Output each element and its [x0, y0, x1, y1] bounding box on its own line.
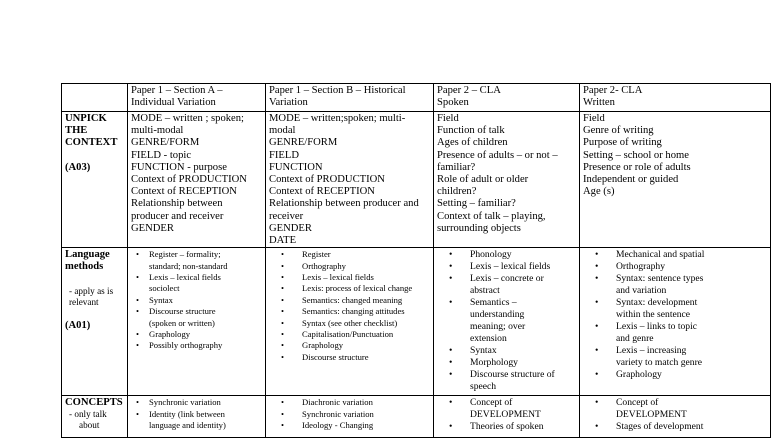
concepts-col2-cell [266, 396, 434, 438]
list-item: • Phonology [470, 249, 577, 261]
methods-subnote: - apply as is relevant [69, 285, 114, 307]
unpick-col3-cell: Field Function of talk Ages of children Presence of adults – or not – familiar? Role of adult or older children? Setting – familiar? Context of talk – playing, surrounding objects [434, 112, 580, 248]
revision-table [61, 83, 771, 438]
list-item: • Semantics: changing attitudes [302, 306, 431, 317]
list-item: • Lexis – lexical fields sociolect [149, 272, 263, 295]
list-item: • Syntax [470, 345, 577, 357]
unpick-context-row [62, 112, 771, 248]
methods-col1-cell [128, 248, 266, 396]
list-item: • Discourse structure (spoken or written) [149, 306, 263, 329]
methods-col4-cell [580, 248, 771, 396]
list-item: • Lexis – increasing variety to match genre [616, 345, 768, 369]
unpick-context-label: UNPICK THE CONTEXT (A03) [62, 112, 128, 248]
list-item: • Capitalisation/Punctuation [302, 329, 431, 340]
list-item: • Ideology - Changing [302, 420, 431, 431]
header-paper1-section-b: Paper 1 – Section B – Historical Variation [266, 84, 434, 112]
list-item: • Morphology [470, 357, 577, 369]
concepts-col1-cell [128, 396, 266, 438]
list-item: • Syntax [149, 295, 263, 306]
list-item: • Syntax: development within the sentence [616, 297, 768, 321]
list-item: • Discourse structure of speech [470, 369, 577, 393]
methods-col2-cell [266, 248, 434, 396]
unpick-col4-cell: Field Genre of writing Purpose of writing Setting – school or home Presence or role of adults Independent or guided Age (s) [580, 112, 771, 248]
list-item: • Diachronic variation [302, 397, 431, 408]
header-paper1-section-a: Paper 1 – Section A – Individual Variation [128, 84, 266, 112]
methods-ao-code: (A01) [65, 319, 91, 331]
list-item: • Stages of development [616, 421, 768, 433]
header-paper2-spoken: Paper 2 – CLA Spoken [434, 84, 580, 112]
list-item: • Possibly orthography [149, 340, 263, 351]
concepts-subnote: - only talk about [69, 409, 107, 431]
language-methods-label: Language methods - apply as is relevant (A01) [62, 248, 128, 396]
list-item: • Graphology [149, 329, 263, 340]
concepts-row [62, 396, 771, 438]
list-item: • Lexis – links to topic and genre [616, 321, 768, 345]
list-item: • Synchronic variation [302, 409, 431, 420]
list-item: • Register [302, 249, 431, 260]
list-item: • Lexis – lexical fields [470, 261, 577, 273]
unpick-col1-cell: MODE – written ; spoken; multi-modal GENRE/FORM FIELD - topic FUNCTION - purpose Context of PRODUCTION Context of RECEPTION Relationship between producer and receiver GENDER [128, 112, 266, 248]
list-item: • Graphology [616, 369, 768, 381]
methods-col3-cell [434, 248, 580, 396]
concepts-label: CONCEPTS - only talk about [62, 396, 128, 438]
list-item: • Orthography [616, 261, 768, 273]
list-item: • Synchronic variation [149, 397, 263, 408]
list-item: • Syntax (see other checklist) [302, 318, 431, 329]
list-item: • Semantics – understanding meaning; over extension [470, 297, 577, 345]
unpick-ao-code: (A03) [65, 161, 91, 173]
unpick-col2-cell: MODE – written;spoken; multi- modal GENRE/FORM FIELD FUNCTION Context of PRODUCTION Context of RECEPTION Relationship between producer and receiver GENDER DATE [266, 112, 434, 248]
concepts-col3-cell [434, 396, 580, 438]
header-row [62, 84, 771, 112]
header-empty-cell [62, 84, 128, 112]
concepts-col4-cell [580, 396, 771, 438]
header-paper2-written: Paper 2- CLA Written [580, 84, 771, 112]
list-item: • Concept of DEVELOPMENT [470, 397, 577, 421]
list-item: • Orthography [302, 261, 431, 272]
list-item: • Discourse structure [302, 352, 431, 363]
list-item: • Concept of DEVELOPMENT [616, 397, 768, 421]
language-methods-row [62, 248, 771, 396]
list-item: • Semantics: changed meaning [302, 295, 431, 306]
list-item: • Lexis – lexical fields [302, 272, 431, 283]
list-item: • Lexis – concrete or abstract [470, 273, 577, 297]
list-item: • Graphology [302, 340, 431, 351]
list-item: • Lexis: process of lexical change [302, 283, 431, 294]
list-item: • Identity (link between language and identity) [149, 409, 263, 432]
list-item: • Theories of spoken [470, 421, 577, 433]
list-item: • Register – formality; standard; non-standard [149, 249, 263, 272]
list-item: • Syntax: sentence types and variation [616, 273, 768, 297]
list-item: • Mechanical and spatial [616, 249, 768, 261]
